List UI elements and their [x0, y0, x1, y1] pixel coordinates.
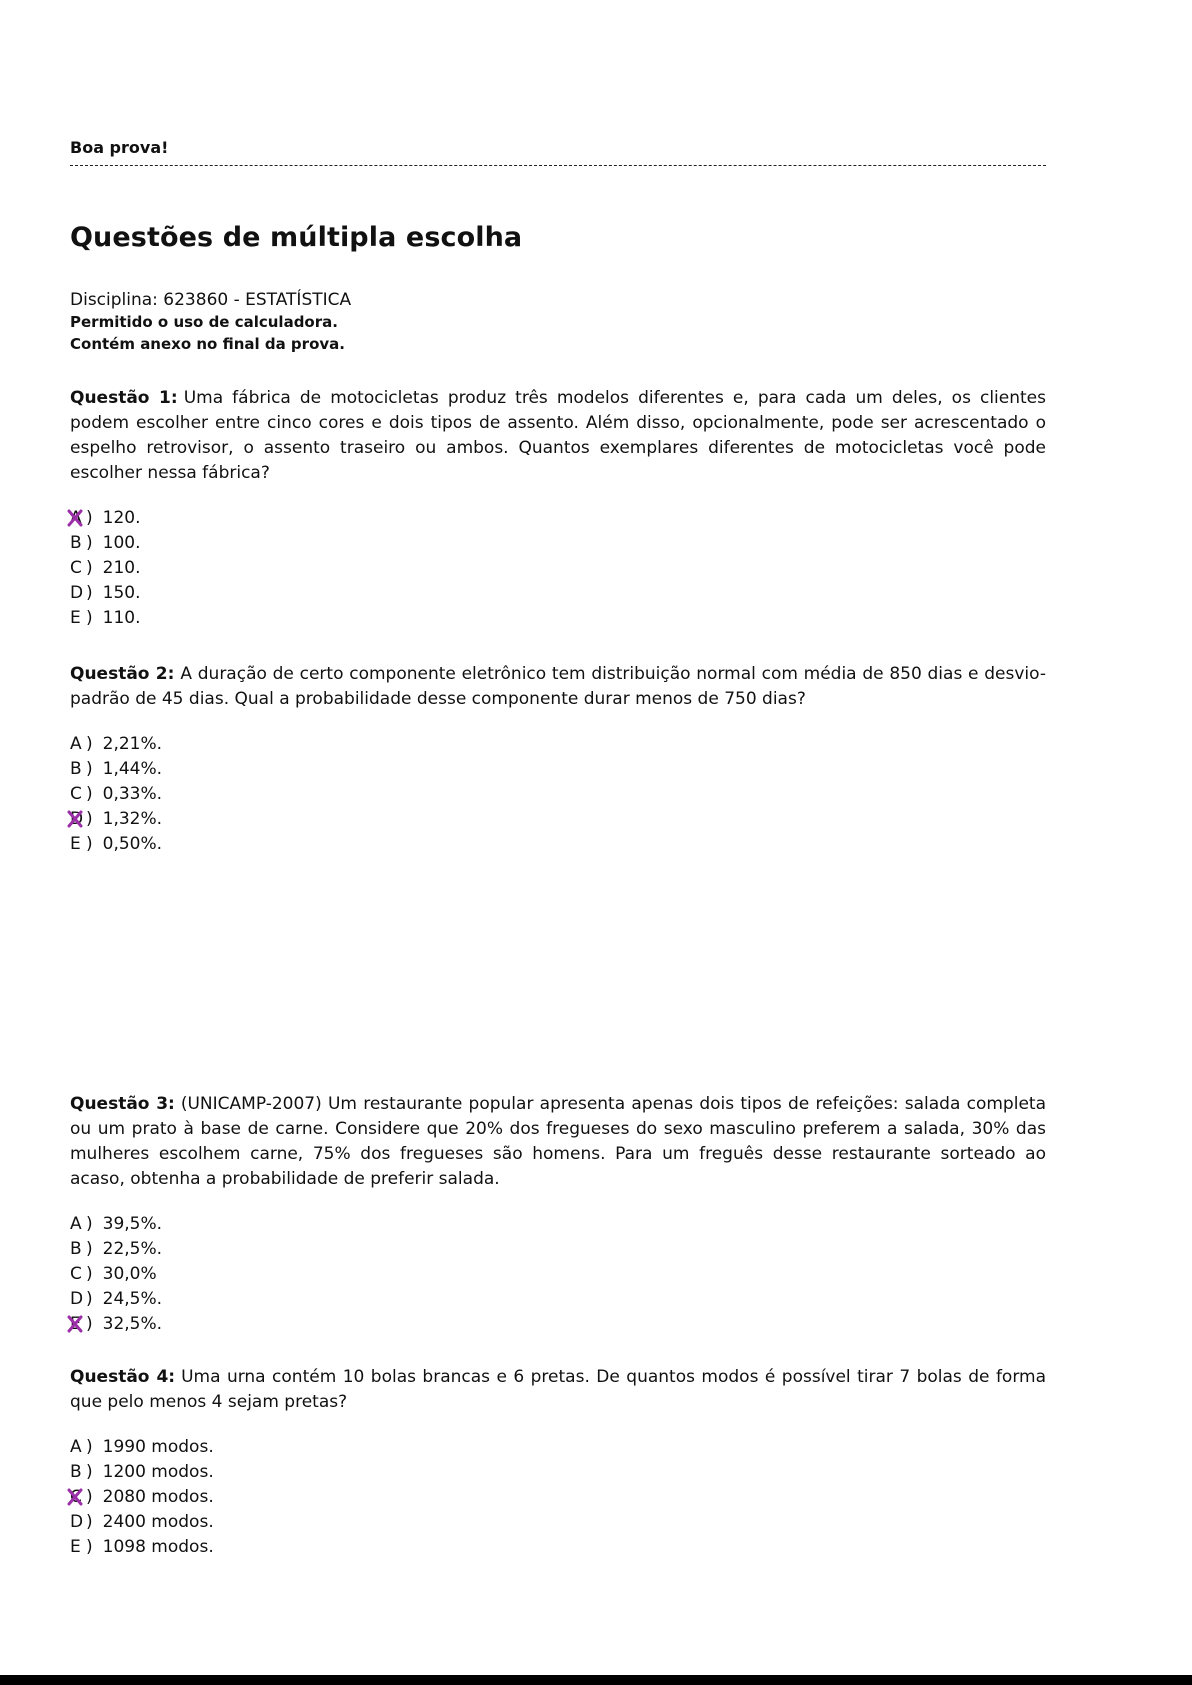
- option-a[interactable]: [70, 732, 1046, 757]
- question-3: [70, 1092, 1046, 1337]
- option-c[interactable]: [70, 556, 1046, 581]
- option-value: 110.: [102, 608, 141, 628]
- option-value: 120.: [102, 508, 141, 528]
- option-e[interactable]: [70, 606, 1046, 631]
- option-e[interactable]: [70, 1312, 1046, 1337]
- option-b[interactable]: [70, 1460, 1046, 1485]
- question-text: [70, 1092, 1046, 1192]
- option-letter: C: [70, 1264, 82, 1284]
- option-letter: A: [70, 1214, 82, 1234]
- question-4: [70, 1365, 1046, 1560]
- option-value: 2,21%.: [102, 734, 163, 754]
- option-value: 30,0%: [102, 1264, 157, 1284]
- option-paren: ): [86, 608, 93, 628]
- option-paren: ): [86, 1462, 93, 1482]
- option-paren: ): [86, 1314, 93, 1334]
- option-letter: E: [70, 1312, 86, 1337]
- question-label: Questão 3:: [70, 1094, 175, 1114]
- option-value: 22,5%.: [102, 1239, 163, 1259]
- question-label: Questão 1:: [70, 388, 178, 408]
- option-paren: ): [86, 809, 93, 829]
- option-value: 1,44%.: [102, 759, 163, 779]
- option-value: 1098 modos.: [102, 1537, 214, 1557]
- option-paren: ): [86, 1487, 93, 1507]
- page-bottom-border: [0, 1675, 1192, 1685]
- option-paren: ): [86, 1437, 93, 1457]
- option-a[interactable]: [70, 506, 1046, 531]
- option-paren: ): [86, 533, 93, 553]
- option-value: 0,50%.: [102, 834, 163, 854]
- answer-options: [70, 1435, 1046, 1560]
- option-value: 100.: [102, 533, 141, 553]
- option-letter: A: [70, 734, 82, 754]
- option-letter: C: [70, 558, 82, 578]
- option-paren: ): [86, 558, 93, 578]
- option-value: 24,5%.: [102, 1289, 163, 1309]
- option-d[interactable]: [70, 807, 1046, 832]
- option-letter: C: [70, 784, 82, 804]
- option-value: 1200 modos.: [102, 1462, 214, 1482]
- option-b[interactable]: [70, 757, 1046, 782]
- option-value: 210.: [102, 558, 141, 578]
- discipline-text: Disciplina: 623860 - ESTATÍSTICA: [70, 290, 352, 310]
- option-paren: ): [86, 1289, 93, 1309]
- option-e[interactable]: [70, 832, 1046, 857]
- selected-x-mark-icon: [67, 1315, 83, 1333]
- option-c[interactable]: [70, 1485, 1046, 1510]
- question-text: [70, 1365, 1046, 1415]
- option-paren: ): [86, 784, 93, 804]
- option-paren: ): [86, 1264, 93, 1284]
- question-text: [70, 386, 1046, 486]
- option-letter: B: [70, 1239, 82, 1259]
- option-a[interactable]: [70, 1212, 1046, 1237]
- question-text: [70, 662, 1046, 712]
- option-letter: B: [70, 759, 82, 779]
- option-d[interactable]: [70, 1287, 1046, 1312]
- question-body: Uma urna contém 10 bolas brancas e 6 pretas. De quantos modos é possível tirar 7 bolas de forma que pelo menos 4 sejam pretas?: [70, 1367, 1046, 1412]
- option-value: 1,32%.: [102, 809, 163, 829]
- option-b[interactable]: [70, 1237, 1046, 1262]
- answer-options: [70, 1212, 1046, 1337]
- question-body: A duração de certo componente eletrônico tem distribuição normal com média de 850 dias e desvio-padrão de 45 dias. Qual a probabilidade desse componente durar menos de 750 dias?: [70, 664, 1046, 709]
- option-letter: B: [70, 533, 82, 553]
- question-label: Questão 4:: [70, 1367, 176, 1387]
- option-letter: B: [70, 1462, 82, 1482]
- option-letter: E: [70, 1537, 81, 1557]
- question-body: (UNICAMP-2007) Um restaurante popular apresenta apenas dois tipos de refeições: salada completa ou um prato à base de carne. Considere que 20% dos fregueses do sexo masculino preferem a salada, 30% das mulheres escolhem carne, 75% dos fregueses são homens. Para um freguês desse restaurante sorteado ao acaso, obtenha a probabilidade de preferir salada.: [70, 1094, 1046, 1189]
- option-value: 0,33%.: [102, 784, 163, 804]
- option-d[interactable]: [70, 1510, 1046, 1535]
- option-letter: D: [70, 1289, 84, 1309]
- option-paren: ): [86, 1214, 93, 1234]
- option-value: 2080 modos.: [102, 1487, 214, 1507]
- option-b[interactable]: [70, 531, 1046, 556]
- calculator-note: Permitido o uso de calculadora.: [70, 313, 338, 331]
- question-2: [70, 662, 1046, 857]
- option-paren: ): [86, 508, 93, 528]
- option-paren: ): [86, 834, 93, 854]
- greeting-text: Boa prova!: [70, 138, 169, 157]
- option-letter: D: [70, 1512, 84, 1532]
- option-d[interactable]: [70, 581, 1046, 606]
- answer-options: [70, 506, 1046, 631]
- option-e[interactable]: [70, 1535, 1046, 1560]
- option-paren: ): [86, 734, 93, 754]
- option-letter: A: [70, 1437, 82, 1457]
- option-letter: A: [70, 506, 86, 531]
- option-letter: C: [70, 1485, 86, 1510]
- selected-x-mark-icon: [67, 1488, 83, 1506]
- option-value: 1990 modos.: [102, 1437, 214, 1457]
- option-value: 2400 modos.: [102, 1512, 214, 1532]
- option-letter: D: [70, 583, 84, 603]
- answer-options: [70, 732, 1046, 857]
- dashed-divider: [70, 165, 1046, 166]
- option-paren: ): [86, 1239, 93, 1259]
- option-letter: E: [70, 834, 81, 854]
- option-value: 32,5%.: [102, 1314, 163, 1334]
- selected-x-mark-icon: [67, 509, 83, 527]
- option-c[interactable]: [70, 1262, 1046, 1287]
- option-value: 150.: [102, 583, 141, 603]
- option-a[interactable]: [70, 1435, 1046, 1460]
- annex-note: Contém anexo no final da prova.: [70, 335, 345, 353]
- section-title: Questões de múltipla escolha: [70, 222, 523, 253]
- option-letter: E: [70, 608, 81, 628]
- question-1: [70, 386, 1046, 631]
- selected-x-mark-icon: [67, 810, 83, 828]
- question-label: Questão 2:: [70, 664, 175, 684]
- question-body: Uma fábrica de motocicletas produz três modelos diferentes e, para cada um deles, os clientes podem escolher entre cinco cores e dois tipos de assento. Além disso, opcionalmente, pode ser acrescentado o espelho retrovisor, o assento traseiro ou ambos. Quantos exemplares diferentes de motocicletas você pode escolher nessa fábrica?: [70, 388, 1046, 483]
- option-value: 39,5%.: [102, 1214, 163, 1234]
- option-letter: D: [70, 807, 86, 832]
- option-c[interactable]: [70, 782, 1046, 807]
- option-paren: ): [86, 759, 93, 779]
- option-paren: ): [86, 1512, 93, 1532]
- option-paren: ): [86, 583, 93, 603]
- exam-info: [70, 289, 351, 355]
- option-paren: ): [86, 1537, 93, 1557]
